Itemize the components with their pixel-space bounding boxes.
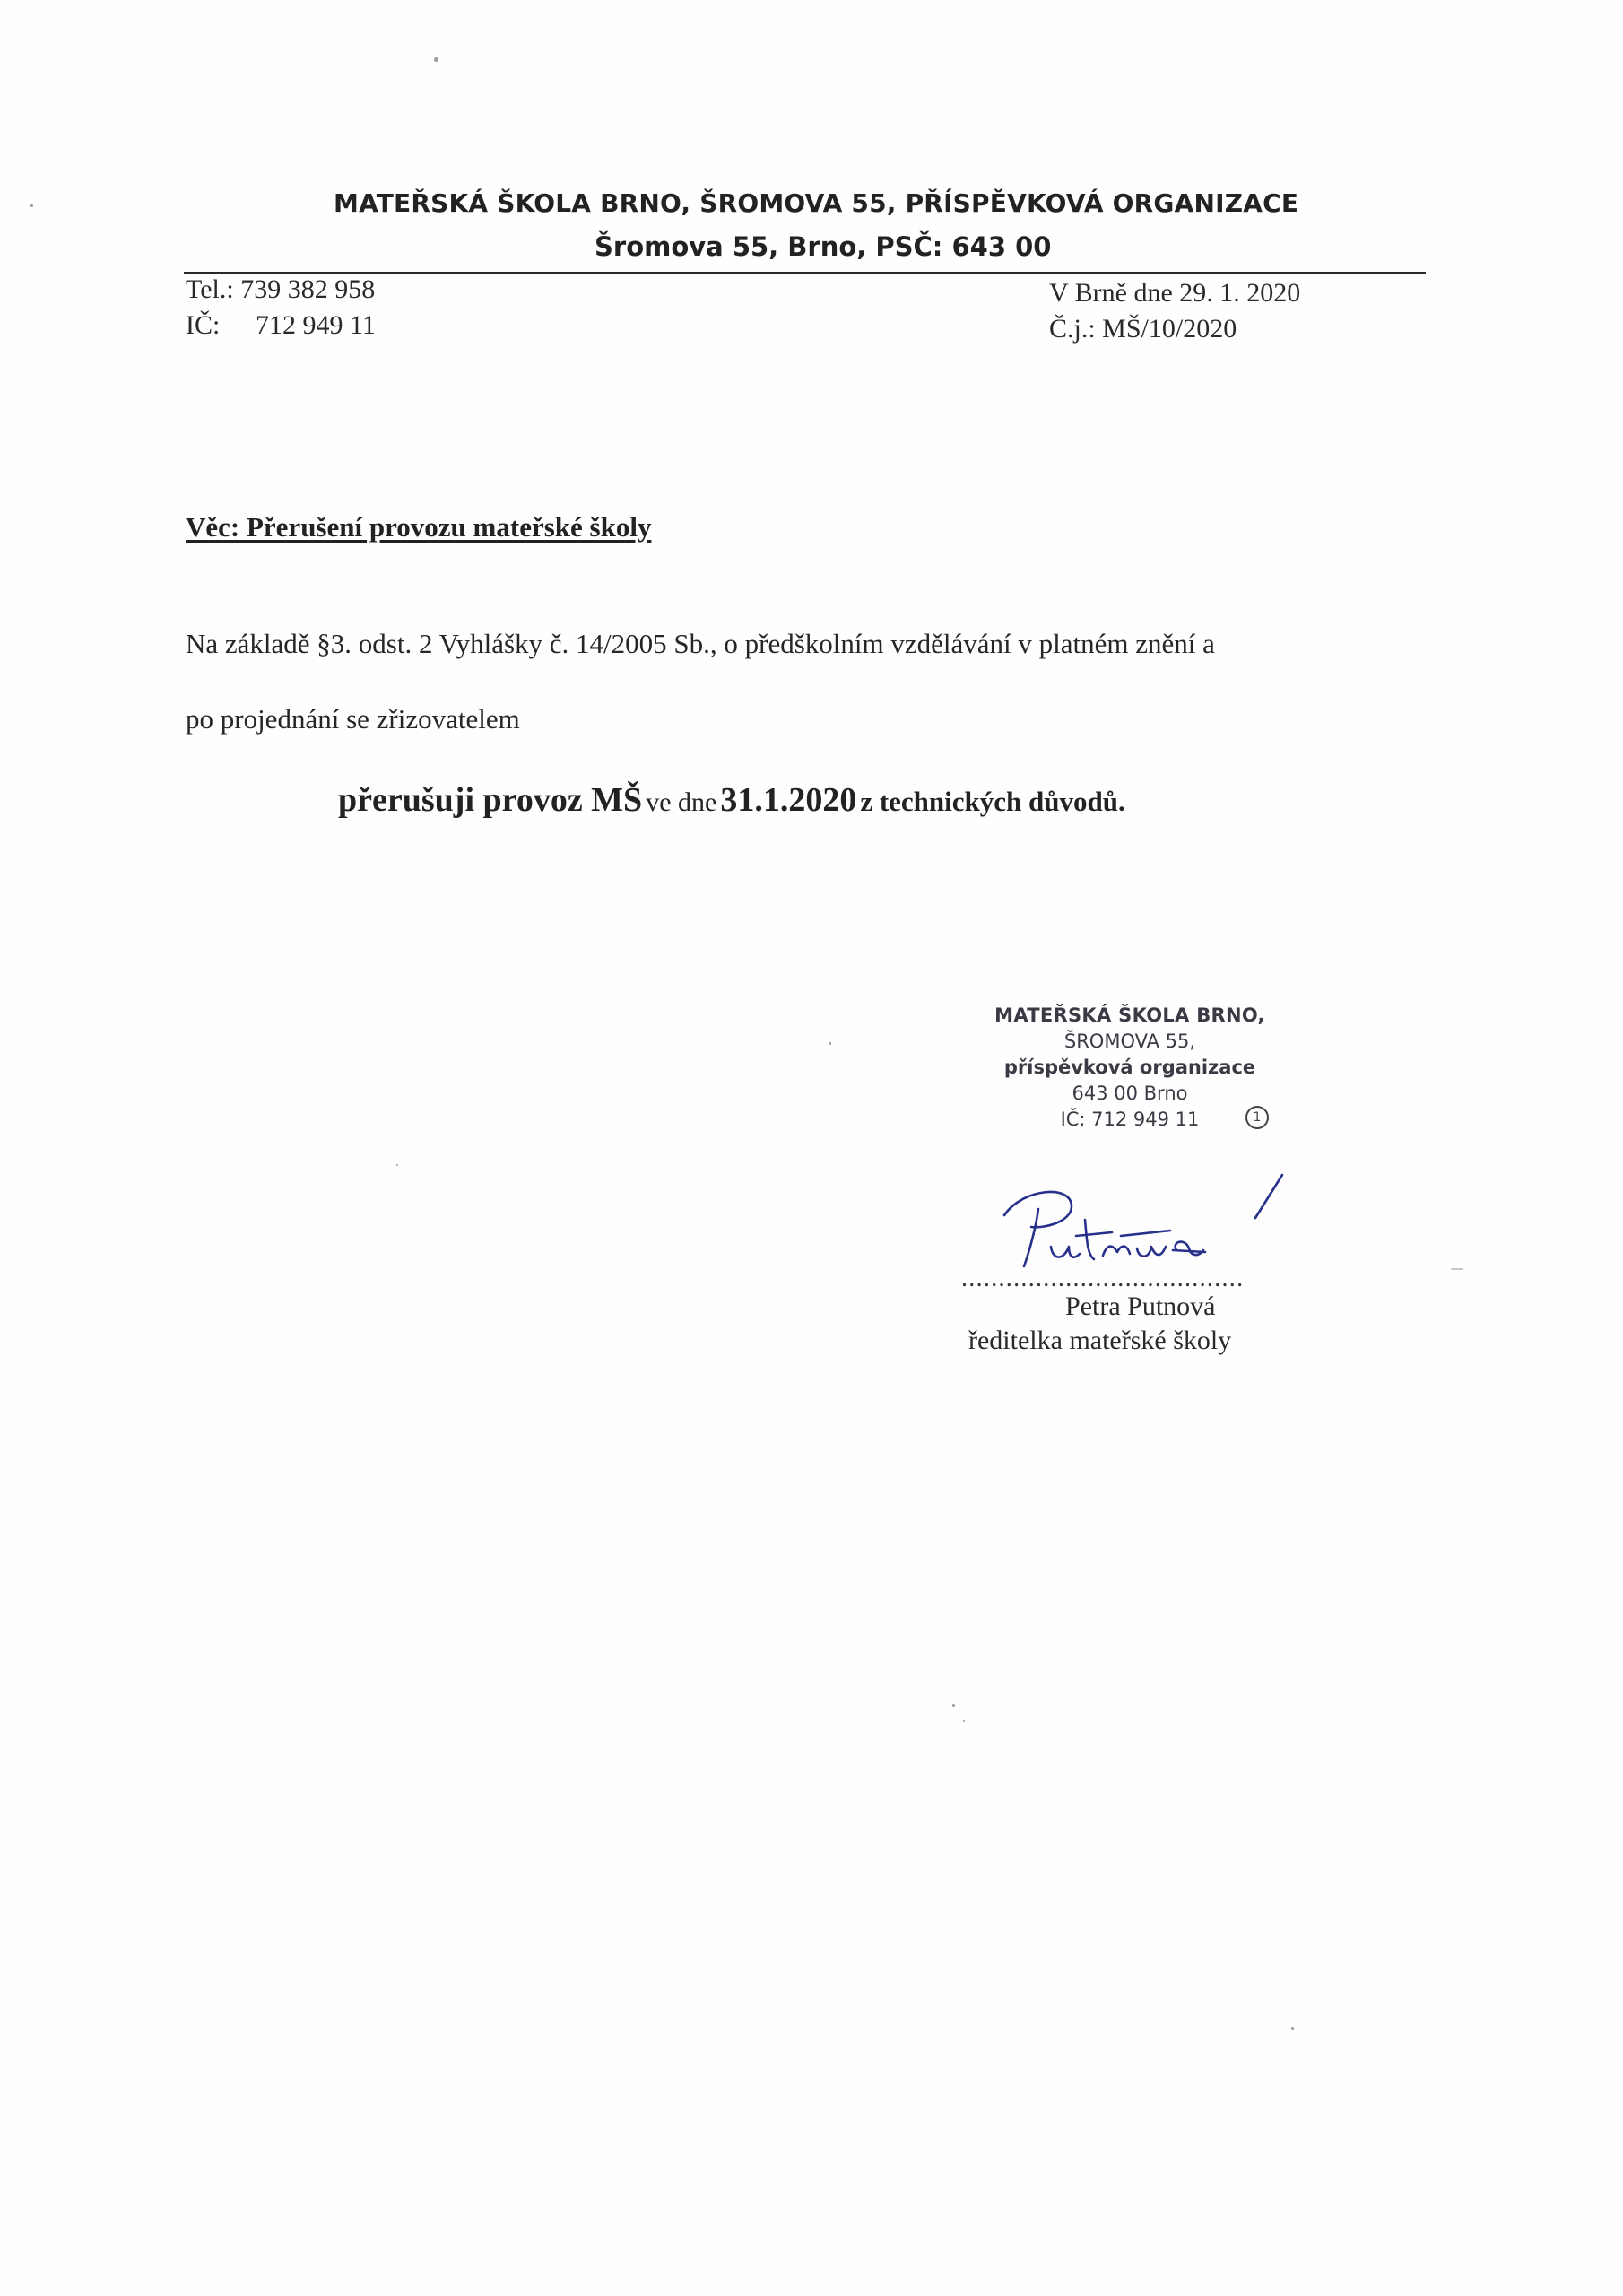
school-stamp [968,1003,1291,1133]
scan-speck [434,57,438,62]
signature-line: ...................................... [961,1265,1245,1292]
company-id [186,310,376,341]
stamp-line-2: ŠROMOVA 55, [1063,1031,1196,1052]
company-id-label: IČ: [186,310,221,340]
body-paragraph-2: po projednání se zřizovatelem [186,703,520,735]
letter-subject: Věc: Přerušení provozu mateřské školy [186,511,652,543]
stamp-number-mark: 1 [1245,1106,1269,1129]
signatory-role: ředitelka mateřské školy [968,1326,1232,1355]
reference-number: Č.j.: MŠ/10/2020 [1049,314,1237,344]
scan-speck [30,204,33,207]
scan-speck [1451,1268,1463,1270]
stamp-line-5: IČ: 712 949 11 [1060,1109,1200,1130]
stamp-line-1: MATEŘSKÁ ŠKOLA BRNO, [994,1004,1265,1026]
organization-name: MATEŘSKÁ ŠKOLA BRNO, ŠROMOVA 55, PŘÍSPĚVKOVÁ ORGANIZACE [334,188,1299,218]
decision-main: přerušuji provoz MŠ [338,781,643,819]
stamp-line-4: 643 00 Brno [1072,1083,1188,1104]
scan-speck [952,1704,955,1707]
phone-number: Tel.: 739 382 958 [186,274,376,304]
scan-speck [829,1042,831,1045]
decision-reason: z technických důvodů. [860,786,1125,817]
scan-speck [963,1720,965,1722]
decision-statement [338,780,1125,820]
stamp-line-3: příspěvková organizace [1003,1057,1256,1078]
company-id-value: 712 949 11 [256,310,376,340]
decision-date: 31.1.2020 [720,781,857,819]
decision-connector: ve dne [646,787,717,817]
organization-address: Šromova 55, Brno, PSČ: 643 00 [595,231,1052,262]
signatory-name: Petra Putnová [1065,1292,1216,1321]
letter-date: V Brně dne 29. 1. 2020 [1049,278,1301,308]
body-paragraph-1: Na základě §3. odst. 2 Vyhlášky č. 14/2005 Sb., o předškolním vzdělávání v platném znění a [186,628,1215,659]
scan-speck [396,1164,398,1166]
scan-speck [1291,2027,1294,2030]
